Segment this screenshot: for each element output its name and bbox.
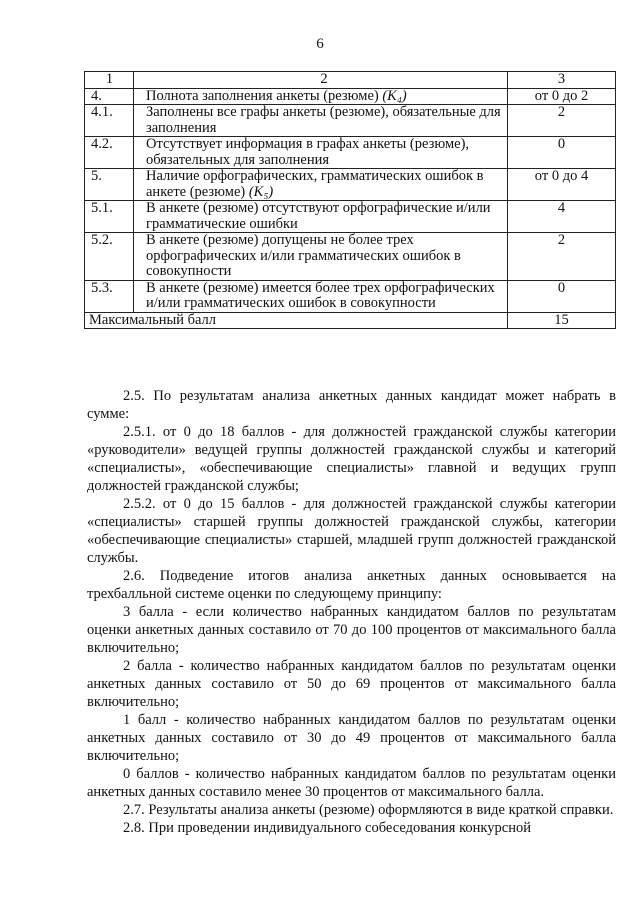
- table-row: [85, 280, 616, 312]
- paragraph: 2.6. Подведение итогов анализа анкетных данных основывается на трехбалльной системе оценки по следующему принципу:: [87, 568, 616, 602]
- paragraph: 2.7. Результаты анализа анкеты (резюме) оформляются в виде краткой справки.: [123, 802, 614, 818]
- row-criterion: В анкете (резюме) имеется более трех орфографических и/или грамматических ошибок в совокупности: [134, 280, 508, 312]
- row-number: 5.: [85, 169, 134, 201]
- header-cell-3: 3: [508, 72, 616, 89]
- paragraph: 2 балла - количество набранных кандидатом баллов по результатам оценки анкетных данных составило от 50 до 69 процентов от максимального балла включительно;: [87, 658, 616, 710]
- body-text: [87, 387, 616, 837]
- paragraph: 2.5.2. от 0 до 15 баллов - для должностей гражданской службы категории «специалисты» старшей группы должностей гражданской службы, категории «обеспечивающие специалисты» старшей, младшей групп должностей гражданской службы.: [87, 496, 616, 566]
- row-number: 4.2.: [85, 137, 134, 169]
- row-number: 5.1.: [85, 201, 134, 233]
- row-criterion: Полнота заполнения анкеты (резюме) (K₄): [134, 88, 508, 105]
- row-score: от 0 до 4: [508, 169, 616, 201]
- row-score: 0: [508, 280, 616, 312]
- row-score: от 0 до 2: [508, 88, 616, 105]
- coefficient-label: (K₄): [382, 87, 407, 104]
- row-criterion: Отсутствует информация в графах анкеты (резюме), обязательных для заполнения: [134, 137, 508, 169]
- row-criterion: В анкете (резюме) допущены не более трех орфографических и/или грамматических ошибок в совокупности: [134, 233, 508, 281]
- paragraph: 2.5. По результатам анализа анкетных данных кандидат может набрать в сумме:: [87, 388, 616, 422]
- paragraph: 1 балл - количество набранных кандидатом баллов по результатам оценки анкетных данных составило от 30 до 49 процентов от максимального балла включительно;: [87, 712, 616, 764]
- max-score-label: Максимальный балл: [85, 312, 508, 329]
- row-score: 4: [508, 201, 616, 233]
- table-row: [85, 169, 616, 201]
- row-number: 4.: [85, 88, 134, 105]
- row-score: 2: [508, 105, 616, 137]
- table-row: [85, 233, 616, 281]
- coefficient-label: (K₅): [248, 183, 274, 200]
- row-criterion: Заполнены все графы анкеты (резюме), обязательные для заполнения: [134, 105, 508, 137]
- table-row: [85, 201, 616, 233]
- row-criterion: Наличие орфографических, грамматических ошибок в анкете (резюме) (K₅): [134, 169, 508, 201]
- scoring-table: [84, 71, 616, 329]
- row-criterion: В анкете (резюме) отсутствуют орфографические и/или грамматические ошибки: [134, 201, 508, 233]
- header-cell-1: 1: [85, 72, 134, 89]
- row-score: 2: [508, 233, 616, 281]
- max-score-value: 15: [508, 312, 616, 329]
- table-header-row: [85, 72, 616, 89]
- page-number: 6: [316, 36, 324, 52]
- header-cell-2: 2: [134, 72, 508, 89]
- table-total-row: [85, 312, 616, 329]
- row-score: 0: [508, 137, 616, 169]
- table-row: [85, 137, 616, 169]
- paragraph: 2.5.1. от 0 до 18 баллов - для должностей гражданской службы категории «руководители» ведущей группы должностей гражданской службы и категорий «специалисты», «обеспечивающие специалисты» главной и ведущих групп должностей гражданской службы;: [87, 424, 616, 494]
- row-number: 5.2.: [85, 233, 134, 281]
- paragraph: 2.8. При проведении индивидуального собеседования конкурсной: [123, 820, 531, 836]
- table-row: [85, 105, 616, 137]
- row-number: 5.3.: [85, 280, 134, 312]
- row-number: 4.1.: [85, 105, 134, 137]
- table-row: [85, 88, 616, 105]
- paragraph: 0 баллов - количество набранных кандидатом баллов по результатам оценки анкетных данных составило менее 30 процентов от максимального балла.: [87, 766, 616, 800]
- paragraph: 3 балла - если количество набранных кандидатом баллов по результатам оценки анкетных данных составило от 70 до 100 процентов от максимального балла включительно;: [87, 604, 616, 656]
